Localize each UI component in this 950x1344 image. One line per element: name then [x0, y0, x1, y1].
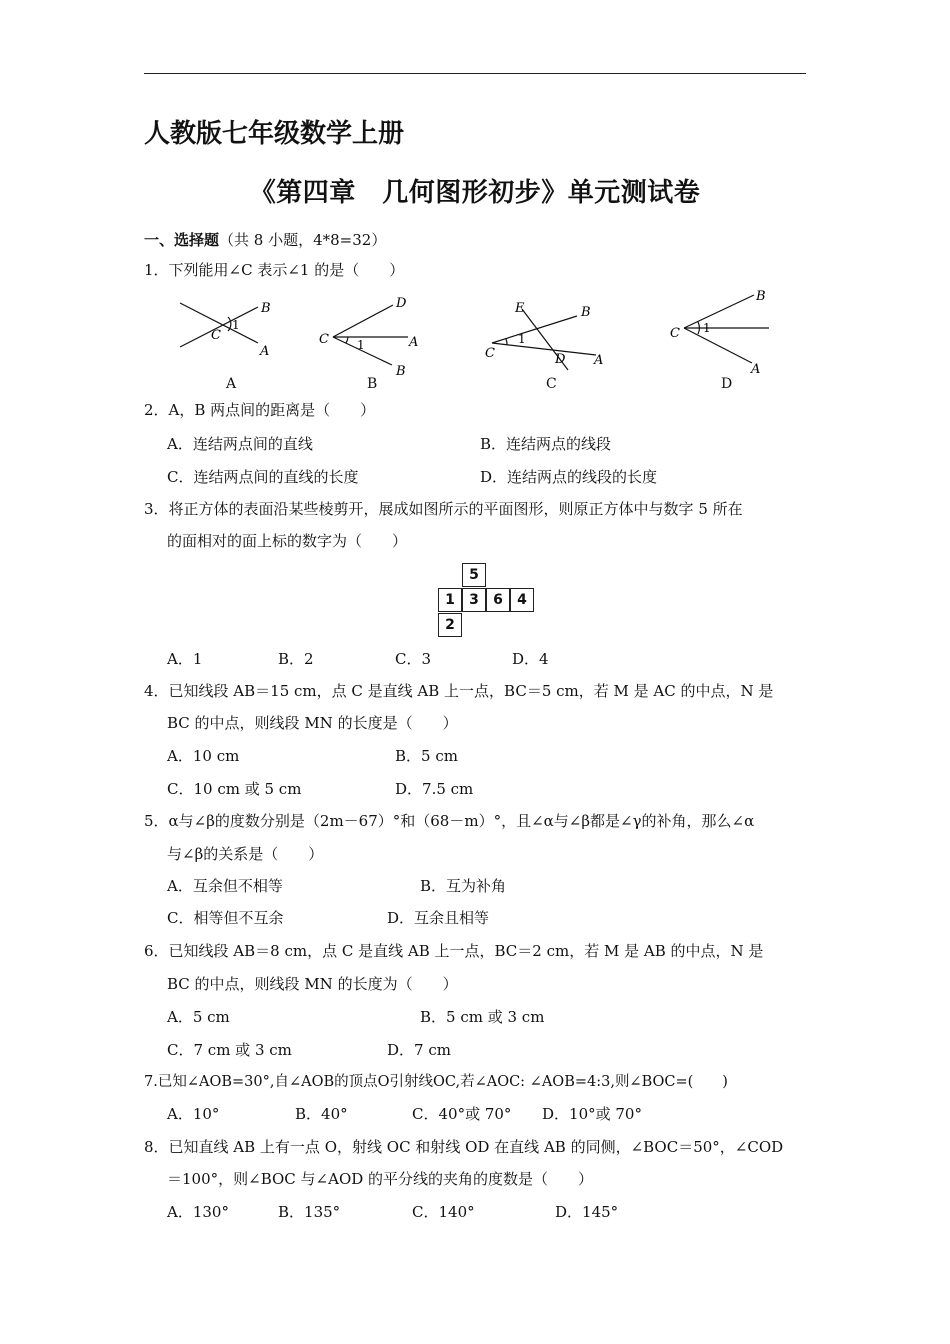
q4-stem-line-1: 4．已知线段 AB＝15 cm，点 C 是直线 AB 上一点，BC＝5 cm，若 M 是 AC 的中点，N 是 — [144, 682, 774, 700]
net-cell-1: 1 — [438, 588, 462, 612]
q7-stem: 7.已知∠AOB=30°,自∠AOB的顶点O引射线OC,若∠AOC: ∠AOB=4:3,则∠BOC=( ) — [144, 1074, 728, 1090]
q3-stem-line-2: 的面相对的面上标的数字为（ ） — [167, 532, 408, 550]
q4-option-c: C．10 cm 或 5 cm — [167, 780, 302, 798]
fig-a-label-a: A — [260, 344, 270, 359]
fig-b-label-c: C — [319, 332, 329, 347]
q2-option-c: C．连结两点间的直线的长度 — [167, 468, 359, 486]
net-cell-5: 5 — [462, 563, 486, 587]
fig-d-label-a: A — [751, 362, 761, 377]
q1-figure-label-b: B — [367, 376, 378, 392]
q5-stem-line-1: 5．α与∠β的度数分别是（2m－67）°和（68－m）°，且∠α与∠β都是∠γ的补角，那么∠α — [144, 812, 755, 830]
fig-d-ray-a — [684, 328, 752, 363]
q8-option-d: D．145° — [555, 1203, 619, 1221]
fig-c-label-e: E — [515, 301, 525, 316]
q5-stem-line-2: 与∠β的关系是（ ） — [167, 845, 324, 863]
q7-option-c: C．40°或 70° — [412, 1105, 512, 1123]
q2-stem: 2．A，B 两点间的距离是（ ） — [144, 401, 376, 419]
fig-d-label-c: C — [670, 326, 680, 341]
fig-c-label-a: A — [594, 353, 604, 368]
fig-b-label-a: A — [409, 335, 419, 350]
q1-figure-b — [333, 305, 408, 365]
fig-b-angle-arc — [346, 337, 348, 343]
fig-a-label-1: 1 — [232, 318, 240, 332]
q2-option-a: A．连结两点间的直线 — [167, 435, 313, 453]
q3-stem-line-1: 3．将正方体的表面沿某些棱剪开，展成如图所示的平面图形，则原正方体中与数字 5 所在 — [144, 500, 743, 518]
q3-option-d: D．4 — [512, 650, 549, 668]
q1-figure-label-c: C — [546, 376, 557, 392]
q7-option-a: A．10° — [167, 1105, 220, 1123]
q5-option-d: D．互余且相等 — [387, 909, 490, 927]
fig-d-ray-b — [684, 295, 754, 328]
q8-option-b: B．135° — [278, 1203, 341, 1221]
q5-option-a: A．互余但不相等 — [167, 877, 283, 895]
q6-option-d: D．7 cm — [387, 1041, 451, 1059]
fig-a-label-c: C — [211, 328, 221, 343]
fig-d-label-b: B — [756, 289, 766, 304]
net-cell-2: 2 — [438, 613, 462, 637]
section-heading-text: 一、选择题 — [144, 231, 220, 249]
q4-stem-line-2: BC 的中点，则线段 MN 的长度是（ ） — [167, 714, 458, 732]
fig-c-label-b: B — [581, 305, 591, 320]
net-cell-6: 6 — [486, 588, 510, 612]
q3-option-b: B．2 — [278, 650, 314, 668]
q5-option-b: B．互为补角 — [420, 877, 507, 895]
q1-stem: 1．下列能用∠C 表示∠1 的是（ ） — [144, 261, 405, 279]
q8-stem-line-1: 8．已知直线 AB 上有一点 O，射线 OC 和射线 OD 在直线 AB 的同侧，∠BOC＝50°，∠COD — [144, 1138, 784, 1156]
fig-c-ray-b — [492, 316, 577, 343]
q3-option-c: C．3 — [395, 650, 432, 668]
fig-c-label-1: 1 — [518, 332, 526, 346]
q3-option-a: A．1 — [167, 650, 203, 668]
fig-b-label-d: D — [396, 296, 407, 311]
q1-figure-label-a: A — [226, 376, 237, 392]
q6-option-c: C．7 cm 或 3 cm — [167, 1041, 292, 1059]
fig-d-label-1: 1 — [703, 321, 711, 335]
fig-a-label-b: B — [261, 301, 271, 316]
q7-option-b: B．40° — [295, 1105, 348, 1123]
q8-option-a: A．130° — [167, 1203, 229, 1221]
fig-b-label-1: 1 — [357, 338, 365, 352]
q6-stem-line-2: BC 的中点，则线段 MN 的长度为（ ） — [167, 975, 458, 993]
fig-c-label-d: D — [555, 352, 566, 367]
title-line-1: 人教版七年级数学上册 — [144, 119, 405, 149]
cube-net — [438, 563, 538, 637]
header-rule — [144, 73, 806, 74]
q4-option-a: A．10 cm — [167, 747, 240, 765]
section-heading — [144, 230, 386, 250]
q7-option-d: D．10°或 70° — [542, 1105, 642, 1123]
net-cell-4: 4 — [510, 588, 534, 612]
q6-stem-line-1: 6．已知线段 AB＝8 cm，点 C 是直线 AB 上一点，BC＝2 cm，若 M 是 AB 的中点，N 是 — [144, 942, 764, 960]
q8-option-c: C．140° — [412, 1203, 475, 1221]
q2-option-d: D．连结两点的线段的长度 — [480, 468, 658, 486]
q8-stem-line-2: ＝100°，则∠BOC 与∠AOD 的平分线的夹角的度数是（ ） — [167, 1170, 594, 1188]
title-line-2: 《第四章 几何图形初步》单元测试卷 — [249, 178, 701, 208]
q6-option-a: A．5 cm — [167, 1008, 230, 1026]
fig-c-label-c: C — [485, 346, 495, 361]
q4-option-b: B．5 cm — [395, 747, 458, 765]
q2-option-b: B．连结两点的线段 — [480, 435, 612, 453]
q1-figures — [0, 285, 950, 385]
q1-figure-d — [684, 295, 769, 363]
section-note: （共 8 小题，4*8=32） — [219, 231, 387, 249]
q5-option-c: C．相等但不互余 — [167, 909, 284, 927]
q4-option-d: D．7.5 cm — [395, 780, 474, 798]
net-cell-3: 3 — [462, 588, 486, 612]
q1-figure-label-d: D — [721, 376, 733, 392]
q6-option-b: B．5 cm 或 3 cm — [420, 1008, 545, 1026]
fig-b-label-b: B — [396, 364, 406, 379]
fig-b-ray-d — [333, 305, 393, 337]
